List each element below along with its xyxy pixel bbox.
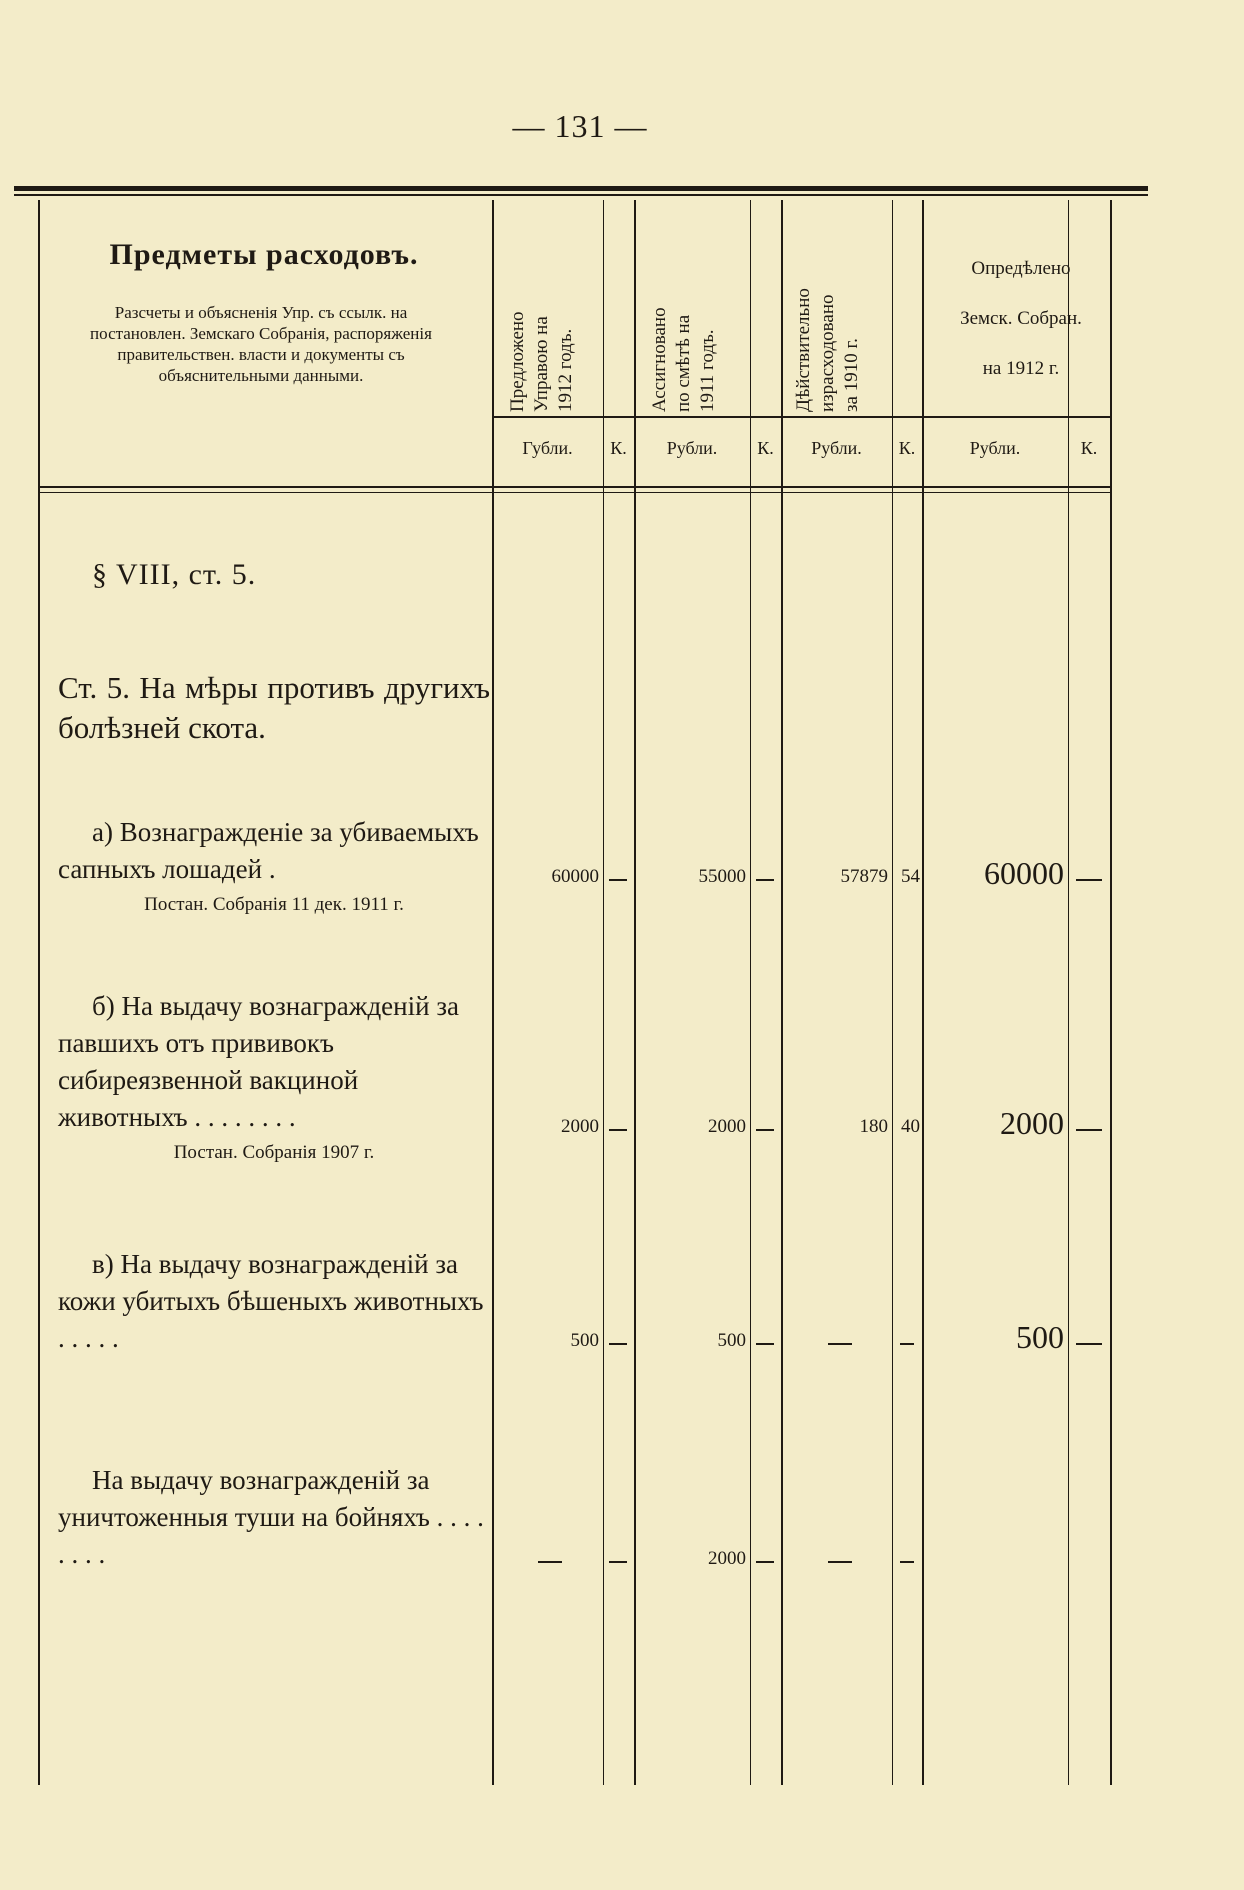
column-header-determined: Опредѣлено Земск. Собран. на 1912 г. — [960, 258, 1082, 379]
unit-rub-actual: Рубли. — [811, 438, 862, 458]
proposed-kop-dash — [609, 1561, 627, 1563]
determined-value: 2000 — [1000, 1105, 1064, 1141]
item-text: б) На выдачу вознагражденій за павшихъ отъ прививокъ сибиреязвенной вакциной животныхъ . . . . . . . . — [58, 991, 459, 1132]
proposed-kop-dash — [609, 879, 627, 881]
column-header-actual: Дѣйствительно израсходовано за 1910 г. — [793, 288, 862, 412]
article-heading: Ст. 5. На мѣры противъ другихъ болѣзней скота. — [58, 670, 490, 745]
assigned-kop-dash — [756, 1129, 774, 1131]
assigned-value: 55000 — [698, 866, 746, 887]
item-text: а) Вознагражденіе за убиваемыхъ сапныхъ лошадей . — [58, 817, 479, 884]
unit-rub-proposed: Губли. — [522, 438, 573, 458]
unit-kop-determined: К. — [1080, 438, 1098, 458]
top-rule — [14, 186, 1148, 191]
list-item-d — [58, 1462, 490, 1573]
actual-value-dash — [828, 1561, 852, 1563]
assigned-kop-dash — [756, 879, 774, 881]
proposed-value: 500 — [570, 1330, 599, 1351]
column-title-items: Предметы расходовъ. — [109, 238, 419, 271]
actual-value: 180 — [859, 1116, 888, 1137]
list-item-c — [58, 1246, 490, 1357]
determined-value: 500 — [1016, 1319, 1064, 1355]
column-description: Разсчеты и объясненія Упр. съ ссылк. на постановлен. Земскаго Собранія, распоряженія правительствен. власти и документы съ объяснительными данными. — [90, 303, 432, 385]
actual-value: 57879 — [840, 866, 888, 887]
unit-rub-determined: Рубли. — [969, 438, 1021, 458]
column-header-proposed: Предложено Управою на 1912 годъ. — [507, 311, 576, 412]
assigned-value: 2000 — [708, 1548, 746, 1569]
assigned-kop-dash — [756, 1561, 774, 1563]
unit-kop-actual: К. — [898, 438, 916, 458]
page-number: — 131 — — [512, 108, 648, 144]
item-text: в) На выдачу вознагражденій за кожи убитыхъ бѣшеныхъ животныхъ . . . . . — [58, 1249, 484, 1353]
determined-kop-dash — [1076, 1343, 1102, 1345]
proposed-kop-dash — [609, 1343, 627, 1345]
actual-kop: 54 — [901, 866, 920, 887]
top-rule-thin — [14, 194, 1148, 196]
actual-kop-dash — [900, 1561, 914, 1563]
proposed-kop-dash — [609, 1129, 627, 1131]
actual-value-dash — [828, 1343, 852, 1345]
budget-table — [38, 200, 1112, 1785]
list-item-a — [58, 814, 490, 916]
item-text: На выдачу вознагражденій за уничтоженныя туши на бойняхъ . . . . . . . . — [58, 1465, 484, 1569]
unit-rub-assigned: Рубли. — [666, 438, 718, 458]
determined-value: 60000 — [984, 855, 1064, 891]
column-header-assigned: Ассигновано по смѣтѣ на 1911 годъ. — [649, 307, 718, 412]
proposed-value: 2000 — [561, 1116, 599, 1137]
unit-kop-assigned: К. — [757, 438, 774, 458]
assigned-value: 2000 — [708, 1116, 746, 1137]
proposed-value-dash — [538, 1561, 562, 1563]
item-note: Постан. Собранія 1907 г. — [173, 1142, 375, 1163]
determined-kop-dash — [1076, 1129, 1102, 1131]
item-note: Постан. Собранія 11 дек. 1911 г. — [144, 894, 404, 915]
actual-kop: 40 — [901, 1116, 920, 1137]
section-heading: § VIII, ст. 5. — [92, 558, 257, 591]
determined-kop-dash — [1076, 879, 1102, 881]
unit-kop-proposed: К. — [610, 438, 627, 458]
proposed-value: 60000 — [551, 866, 599, 887]
assigned-value: 500 — [717, 1330, 746, 1351]
actual-kop-dash — [900, 1343, 914, 1345]
assigned-kop-dash — [756, 1343, 774, 1345]
list-item-b — [58, 988, 490, 1164]
